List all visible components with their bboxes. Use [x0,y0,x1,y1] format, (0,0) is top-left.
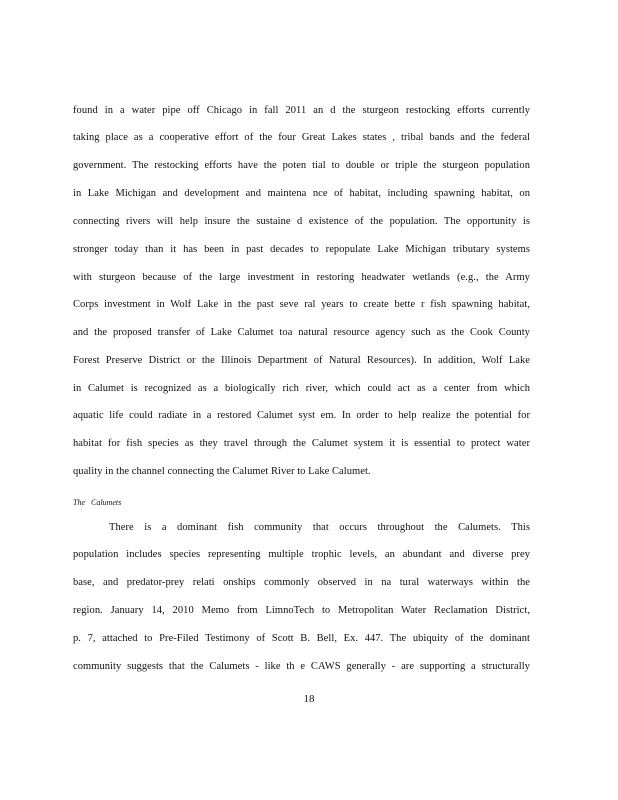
text-line: in Lake Michigan and development and maintena nce of habitat, including spawning habitat, on [73,188,530,199]
section-heading: The Calumets [73,498,122,507]
text-line: p. 7, attached to Pre-Filed Testimony of Scott B. Bell, Ex. 447. The ubiquity of the dominant [73,633,530,644]
text-line: region. January 14, 2010 Memo from LimnoTech to Metropolitan Water Reclamation District, [73,605,530,616]
text-line: taking place as a cooperative effort of the four Great Lakes states , tribal bands and the federal [73,132,530,143]
text-line: government. The restocking efforts have the poten tial to double or triple the sturgeon population [73,160,530,171]
text-line: with sturgeon because of the large investment in restoring headwater wetlands (e.g., the Army [73,272,530,283]
text-line: in Calumet is recognized as a biologically rich river, which could act as a center from which [73,383,530,394]
text-line: connecting rivers will help insure the sustaine d existence of the population. The opportunity is [73,216,530,227]
text-line: There is a dominant fish community that occurs throughout the Calumets. This [109,522,530,533]
page-number: 18 [303,693,315,705]
text-line: community suggests that the Calumets - like th e CAWS generally - are supporting a structurally [73,661,530,672]
text-line: and the proposed transfer of Lake Calumet toa natural resource agency such as the Cook County [73,327,530,338]
text-line: found in a water pipe off Chicago in fall 2011 an d the sturgeon restocking efforts currently [73,105,530,116]
text-line: habitat for fish species as they travel through the Calumet system it is essential to protect water [73,438,530,449]
text-line: Forest Preserve District or the Illinois Department of Natural Resources). In addition, Wolf Lake [73,355,530,366]
text-line: aquatic life could radiate in a restored Calumet syst em. In order to help realize the potential for [73,410,530,421]
text-line: base, and predator-prey relati onships commonly observed in na tural waterways within the [73,577,530,588]
text-line: population includes species representing multiple trophic levels, an abundant and diverse prey [73,549,530,560]
text-line: quality in the channel connecting the Calumet River to Lake Calumet. [73,466,371,477]
text-line: Corps investment in Wolf Lake in the past seve ral years to create bette r fish spawning habitat, [73,299,530,310]
text-line: stronger today than it has been in past decades to repopulate Lake Michigan tributary systems [73,244,530,255]
